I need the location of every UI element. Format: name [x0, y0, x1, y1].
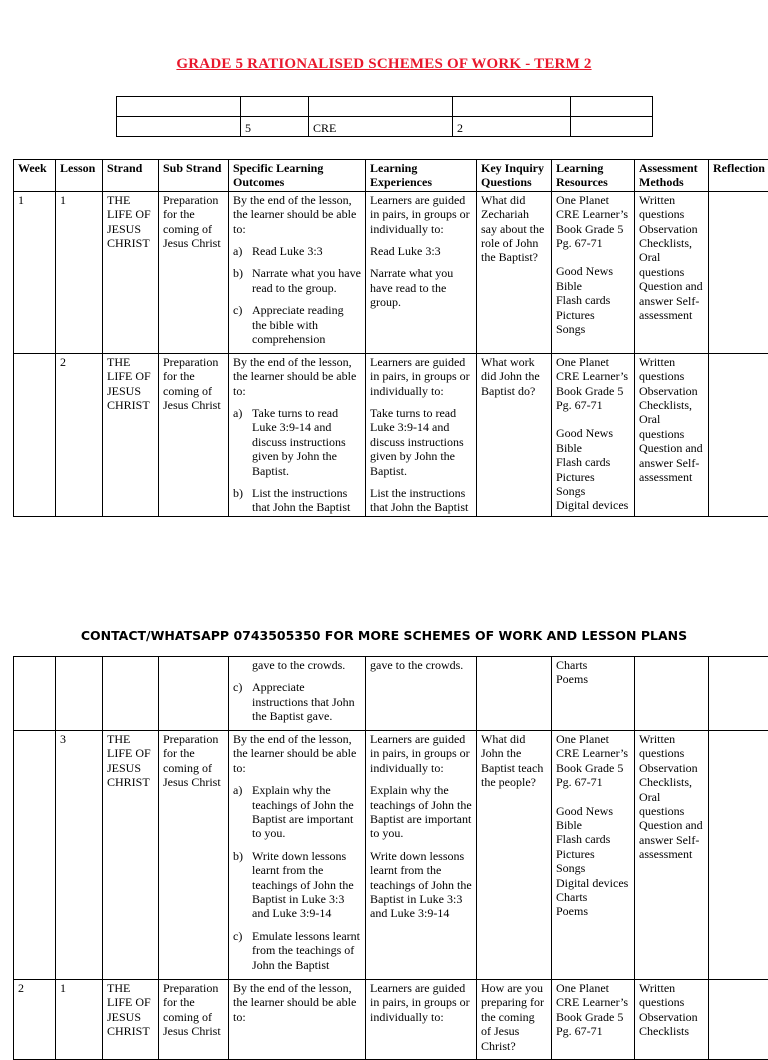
experience-item: Write down lessons learnt from the teachings of John the Baptist in Luke 3:3 and Luke 3:9-14 — [370, 849, 472, 921]
resource-item: Flash cards — [556, 455, 630, 469]
info-subject: CRE — [309, 117, 453, 137]
header-inquiry: Key Inquiry Questions — [477, 160, 552, 192]
outcomes-cell — [229, 191, 366, 353]
resources-cell: One Planet CRE Learner’s Book Grade 5 Pg. 67-71 — [552, 980, 635, 1060]
info-cell — [309, 97, 453, 117]
outcome-item — [233, 266, 361, 295]
strand-cell: THE LIFE OF JESUS CHRIST — [103, 731, 159, 980]
lesson-cell: 1 — [56, 980, 103, 1060]
outcomes-list — [233, 406, 361, 515]
outcome-item — [233, 849, 361, 921]
resource-item: Poems — [556, 904, 630, 918]
experiences-intro: Learners are guided in pairs, in groups or individually to: — [370, 732, 472, 775]
resources-book: One Planet CRE Learner’s Book Grade 5 Pg. 67-71 — [556, 193, 630, 251]
reflection-cell — [709, 353, 768, 516]
resources-list — [556, 804, 630, 919]
info-cell — [241, 97, 309, 117]
resource-item: Poems — [556, 672, 630, 686]
experiences-intro: Learners are guided in pairs, in groups or individually to: — [370, 355, 472, 398]
outcome-marker: c) — [233, 680, 252, 723]
header-week: Week — [14, 160, 56, 192]
strand-cell: THE LIFE OF JESUS CHRIST — [103, 353, 159, 516]
lesson-cell: 3 — [56, 731, 103, 980]
outcome-text: List the instructions that John the Baptist — [252, 486, 361, 515]
outcome-text: Read Luke 3:3 — [252, 244, 361, 258]
lesson-cell: 1 — [56, 191, 103, 353]
outcomes-list — [233, 244, 361, 346]
assessment-cell: Written questions Observation Checklists, Oral questions Question and answer Self-assessment — [635, 731, 709, 980]
schemes-table-page2 — [13, 656, 768, 1060]
resource-item: Songs — [556, 484, 630, 498]
info-cell — [571, 97, 653, 117]
outcome-text: Appreciate reading the bible with comprehension — [252, 303, 361, 346]
resource-item: Flash cards — [556, 832, 630, 846]
contact-banner: CONTACT/WHATSAPP 0743505350 FOR MORE SCHEMES OF WORK AND LESSON PLANS — [0, 628, 768, 643]
resource-item: Good News Bible — [556, 426, 630, 455]
header-strand: Strand — [103, 160, 159, 192]
outcome-text: Appreciate instructions that John the Baptist gave. — [252, 680, 361, 723]
sub-strand-cell: Preparation for the coming of Jesus Christ — [159, 353, 229, 516]
header-row — [14, 160, 768, 192]
assessment-cell: Written questions Observation Checklists, Oral questions Question and answer Self-assessment — [635, 353, 709, 516]
outcome-marker: a) — [233, 783, 252, 841]
outcomes-cell: By the end of the lesson, the learner should be able to: — [229, 980, 366, 1060]
outcomes-list — [233, 783, 361, 972]
resources-list — [556, 264, 630, 336]
strand-cell: THE LIFE OF JESUS CHRIST — [103, 980, 159, 1060]
header-reflection: Reflection — [709, 160, 768, 192]
inquiry-cell: What did Zechariah say about the role of John the Baptist? — [477, 191, 552, 353]
info-cell — [571, 117, 653, 137]
reflection-cell — [709, 980, 768, 1060]
experiences-cell: Learners are guided in pairs, in groups or individually to: — [366, 980, 477, 1060]
experiences-intro: Learners are guided in pairs, in groups or individually to: — [370, 193, 472, 236]
experience-item: Read Luke 3:3 — [370, 244, 472, 258]
experiences-cell — [366, 191, 477, 353]
sub-strand-cell: Preparation for the coming of Jesus Christ — [159, 191, 229, 353]
resources-list — [556, 426, 630, 512]
reflection-cell — [709, 191, 768, 353]
outcome-marker: a) — [233, 406, 252, 478]
header-lesson: Lesson — [56, 160, 103, 192]
lesson-cell: 2 — [56, 353, 103, 516]
outcome-text: Narrate what you have read to the group. — [252, 266, 361, 295]
table-row — [14, 657, 768, 731]
resource-item: Digital devices — [556, 876, 630, 890]
outcome-item — [233, 406, 361, 478]
week-cell: 2 — [14, 980, 56, 1060]
outcome-text: Explain why the teachings of John the Baptist are important to you. — [252, 783, 361, 841]
outcome-item — [233, 680, 361, 723]
outcome-item — [233, 929, 361, 972]
outcome-text: Emulate lessons learnt from the teachings of John the Baptist — [252, 929, 361, 972]
outcome-marker: b) — [233, 486, 252, 515]
info-grade: 5 — [241, 117, 309, 137]
resource-item: Charts — [556, 890, 630, 904]
sub-strand-cell: Preparation for the coming of Jesus Christ — [159, 980, 229, 1060]
outcome-marker: a) — [233, 244, 252, 258]
table-row — [14, 353, 768, 516]
week-cell: 1 — [14, 191, 56, 353]
assessment-cell — [635, 657, 709, 731]
resource-item: Pictures — [556, 847, 630, 861]
schemes-table-page1 — [13, 159, 768, 517]
experience-item: List the instructions that John the Baptist — [370, 486, 472, 515]
outcomes-intro: By the end of the lesson, the learner should be able to: — [233, 355, 361, 398]
week-cell — [14, 657, 56, 731]
reflection-cell — [709, 731, 768, 980]
strand-cell: THE LIFE OF JESUS CHRIST — [103, 191, 159, 353]
outcomes-intro: By the end of the lesson, the learner should be able to: — [233, 732, 361, 775]
header-resources: Learning Resources — [552, 160, 635, 192]
outcome-marker: c) — [233, 929, 252, 972]
info-cell — [453, 97, 571, 117]
resource-item: Songs — [556, 322, 630, 336]
outcome-marker: b) — [233, 266, 252, 295]
outcomes-cell — [229, 353, 366, 516]
outcome-item — [233, 783, 361, 841]
info-cell — [117, 117, 241, 137]
assessment-cell: Written questions Observation Checklists — [635, 980, 709, 1060]
header-assessment: Assessment Methods — [635, 160, 709, 192]
outcome-item — [233, 244, 361, 258]
inquiry-cell: What work did John the Baptist do? — [477, 353, 552, 516]
experiences-cell — [366, 731, 477, 980]
table-row — [14, 980, 768, 1060]
week-cell — [14, 353, 56, 516]
experience-item: Take turns to read Luke 3:9-14 and discuss instructions given by John the Baptist. — [370, 406, 472, 478]
outcomes-cell — [229, 731, 366, 980]
strand-cell — [103, 657, 159, 731]
sub-strand-cell — [159, 657, 229, 731]
info-cell — [117, 97, 241, 117]
experience-item: Narrate what you have read to the group. — [370, 266, 472, 309]
week-cell — [14, 731, 56, 980]
lesson-cell — [56, 657, 103, 731]
document-title: GRADE 5 RATIONALISED SCHEMES OF WORK - TERM 2 — [0, 56, 768, 73]
experiences-cell — [366, 353, 477, 516]
outcome-marker: b) — [233, 849, 252, 921]
resources-cell — [552, 731, 635, 980]
outcome-item — [233, 486, 361, 515]
resources-cell — [552, 353, 635, 516]
resource-item: Charts — [556, 658, 630, 672]
header-sub-strand: Sub Strand — [159, 160, 229, 192]
inquiry-cell: What did John the Baptist teach the people? — [477, 731, 552, 980]
resource-item: Good News Bible — [556, 804, 630, 833]
outcomes-list — [233, 680, 361, 723]
table-row — [14, 731, 768, 980]
assessment-cell: Written questions Observation Checklists, Oral questions Question and answer Self-assessment — [635, 191, 709, 353]
resource-item: Good News Bible — [556, 264, 630, 293]
experience-item: Explain why the teachings of John the Baptist are important to you. — [370, 783, 472, 841]
resources-cell — [552, 191, 635, 353]
experiences-cell: gave to the crowds. — [366, 657, 477, 731]
resources-cell — [552, 657, 635, 731]
outcome-marker: c) — [233, 303, 252, 346]
resource-item: Songs — [556, 861, 630, 875]
header-experiences: Learning Experiences — [366, 160, 477, 192]
outcome-tail: gave to the crowds. — [233, 658, 361, 672]
info-value-row — [117, 117, 653, 137]
outcome-item — [233, 303, 361, 346]
table-row — [14, 191, 768, 353]
resources-book: One Planet CRE Learner’s Book Grade 5 Pg. 67-71 — [556, 355, 630, 413]
resource-item: Pictures — [556, 470, 630, 484]
resource-item: Pictures — [556, 308, 630, 322]
info-table — [116, 96, 653, 137]
inquiry-cell: How are you preparing for the coming of Jesus Christ? — [477, 980, 552, 1060]
resource-item: Flash cards — [556, 293, 630, 307]
info-term: 2 — [453, 117, 571, 137]
resources-list — [556, 658, 630, 687]
outcomes-cell — [229, 657, 366, 731]
header-outcomes: Specific Learning Outcomes — [229, 160, 366, 192]
resources-book: One Planet CRE Learner’s Book Grade 5 Pg. 67-71 — [556, 732, 630, 790]
outcome-text: Write down lessons learnt from the teachings of John the Baptist in Luke 3:3 and Luke 3:9-14 — [252, 849, 361, 921]
inquiry-cell — [477, 657, 552, 731]
sub-strand-cell: Preparation for the coming of Jesus Christ — [159, 731, 229, 980]
resource-item: Digital devices — [556, 498, 630, 512]
outcomes-intro: By the end of the lesson, the learner should be able to: — [233, 193, 361, 236]
reflection-cell — [709, 657, 768, 731]
outcome-text: Take turns to read Luke 3:9-14 and discuss instructions given by John the Baptist. — [252, 406, 361, 478]
info-header-row — [117, 97, 653, 117]
